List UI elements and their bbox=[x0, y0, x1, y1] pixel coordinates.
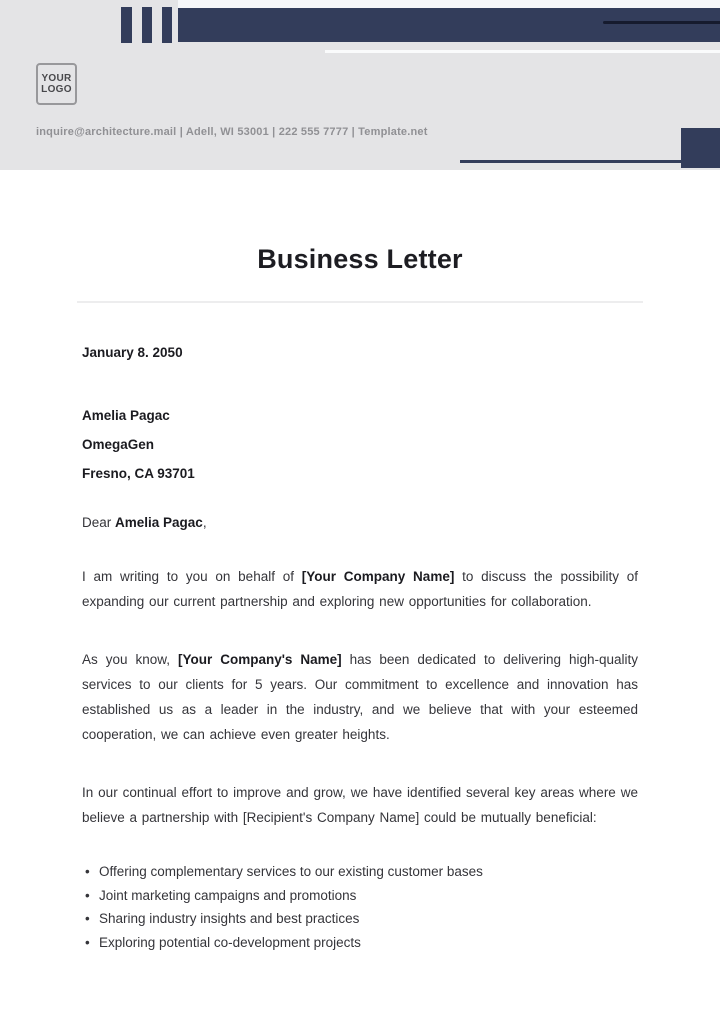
paragraph-3 bbox=[82, 780, 638, 830]
paragraph-2-placeholder: [Your Company's Name] bbox=[177, 652, 342, 667]
logo-placeholder bbox=[36, 63, 77, 105]
title-divider bbox=[77, 301, 643, 303]
page-title: Business Letter bbox=[257, 244, 463, 274]
recipient-block bbox=[82, 401, 638, 488]
header-right-line bbox=[460, 160, 681, 163]
paragraph-1-text: I am writing to you on behalf of bbox=[82, 569, 302, 584]
logo-text-line2: LOGO bbox=[41, 84, 72, 95]
paragraph-1 bbox=[82, 564, 638, 614]
list-item: • Offering complementary services to our existing customer bases bbox=[82, 860, 638, 884]
letter-content bbox=[82, 344, 638, 954]
header-white-line bbox=[325, 50, 720, 53]
salutation-suffix: , bbox=[202, 515, 207, 530]
paragraph-3-text: In our continual effort to improve and grow, we have identified several key areas where we believe a partnership with [Recipient's Company Name] could be mutually beneficial: bbox=[82, 785, 638, 825]
paragraph-2 bbox=[82, 647, 638, 747]
letterhead bbox=[0, 0, 720, 170]
recipient-company: OmegaGen bbox=[82, 437, 155, 452]
paragraph-2-text: As you know, bbox=[82, 652, 178, 667]
deco-tick-bar bbox=[142, 7, 152, 43]
salutation-name: Amelia Pagac bbox=[115, 515, 203, 530]
benefit-list bbox=[82, 860, 638, 954]
deco-tick-bar bbox=[121, 7, 132, 43]
paragraph-1-placeholder: [Your Company Name] bbox=[301, 569, 455, 584]
list-item: • Exploring potential co-development projects bbox=[82, 931, 638, 955]
salutation bbox=[82, 514, 638, 531]
header-top-strip bbox=[178, 0, 720, 8]
contact-info: inquire@architecture.mail | Adell, WI 53001 | 222 555 7777 | Template.net bbox=[36, 126, 428, 138]
deco-tick-bar bbox=[162, 7, 172, 43]
letter-body bbox=[0, 170, 720, 954]
logo-text-line1: YOUR bbox=[41, 73, 72, 84]
list-item: • Joint marketing campaigns and promotions bbox=[82, 884, 638, 908]
header-right-rect bbox=[681, 128, 720, 168]
header-bar-accent-line bbox=[603, 21, 720, 24]
recipient-name: Amelia Pagac bbox=[82, 408, 170, 423]
header-navy-bar bbox=[178, 8, 720, 42]
recipient-city: Fresno, CA 93701 bbox=[82, 466, 195, 481]
salutation-prefix: Dear bbox=[82, 515, 116, 530]
letter-date: January 8. 2050 bbox=[82, 345, 183, 360]
list-item: • Sharing industry insights and best practices bbox=[82, 907, 638, 931]
paragraph-1-text: to discuss the possibility of expanding our current partnership and exploring new opportunities for collaboration. bbox=[82, 569, 638, 609]
paragraph-2-text: has been dedicated to delivering high-quality services to our clients for 5 years. Our commitment to excellence and innovation has established us as a leader in the industry, and we believe that with your esteemed cooperation, we can achieve even greater heights. bbox=[82, 652, 638, 742]
